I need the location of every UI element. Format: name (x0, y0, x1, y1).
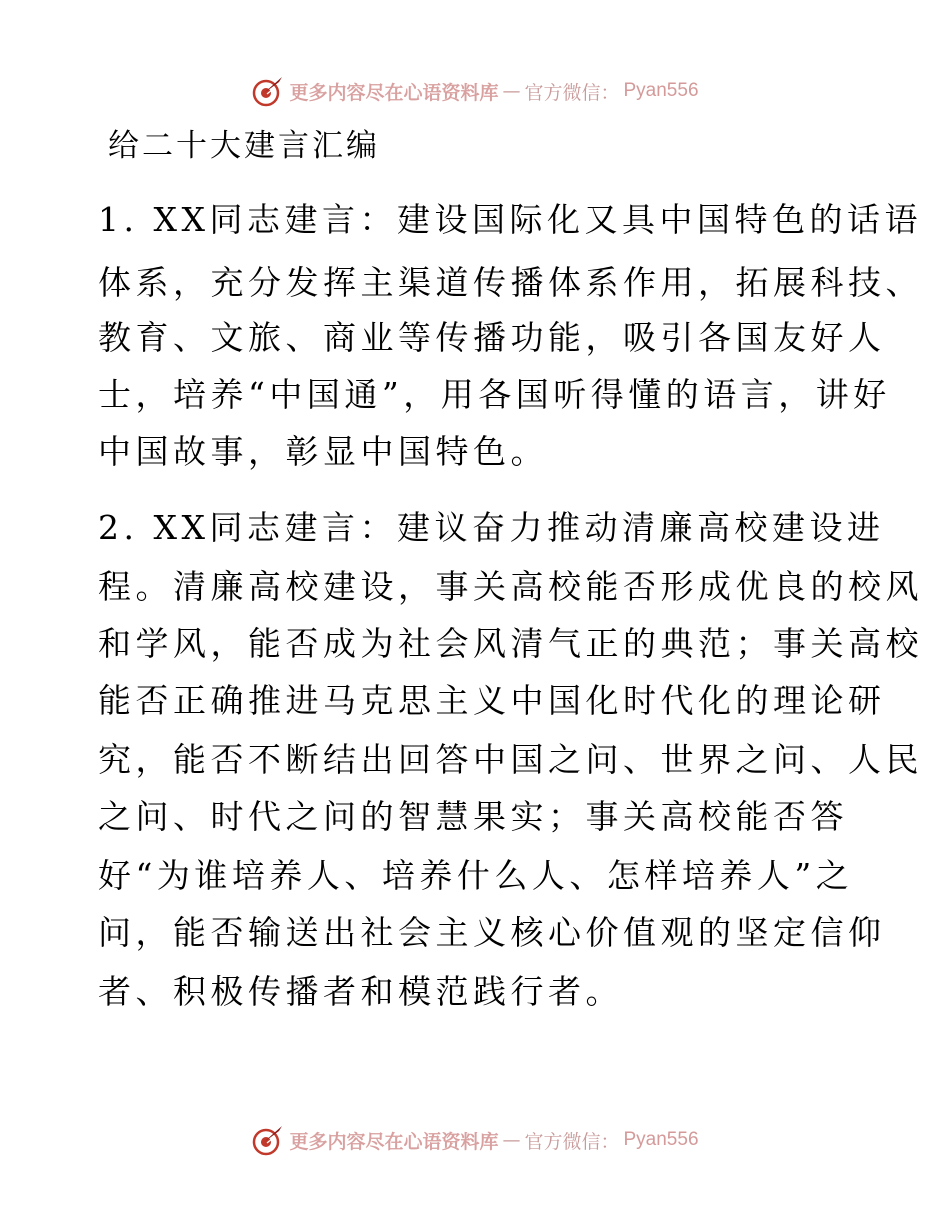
text-line: 1. XX同志建言：建设国际化又具中国特色的话语 (98, 200, 922, 239)
document-title: 给二十大建言汇编 (108, 128, 380, 164)
text-line: 中国故事，彰显中国特色。 (98, 432, 548, 471)
quill-seal-icon (251, 1123, 285, 1157)
footer-watermark (0, 1120, 950, 1160)
text-line: 能否正确推进马克思主义中国化时代化的理论研 (98, 681, 886, 720)
watermark-label: 官方微信： (524, 1130, 620, 1153)
text-line: 问，能否输送出社会主义核心价值观的坚定信仰 (98, 913, 886, 952)
text-line: 之问、时代之问的智慧果实；事关高校能否答 (98, 797, 848, 836)
text-line: 者、积极传播者和模范践行者。 (98, 972, 623, 1011)
header-watermark (0, 71, 950, 111)
watermark-wechat-id: Pyan556 (623, 80, 699, 101)
text-line: 体系，充分发挥主渠道传播体系作用，拓展科技、 (98, 263, 923, 302)
text-line: 究，能否不断结出回答中国之问、世界之问、人民 (98, 740, 923, 779)
text-line: 和学风，能否成为社会风清气正的典范；事关高校 (98, 624, 923, 663)
watermark-wechat-id: Pyan556 (623, 1129, 699, 1150)
text-line: 教育、文旅、商业等传播功能，吸引各国友好人 (98, 318, 886, 357)
text-line: 士，培养“中国通”，用各国听得懂的语言，讲好 (98, 375, 891, 414)
text-line: 好“为谁培养人、培养什么人、怎样培养人”之 (98, 856, 854, 895)
watermark-site-text: 更多内容尽在心语资料库 (289, 1130, 499, 1153)
watermark-separator: — (502, 80, 521, 102)
text-line: 程。清廉高校建设，事关高校能否形成优良的校风 (98, 567, 923, 606)
watermark-separator: — (502, 1129, 521, 1151)
watermark-site-text: 更多内容尽在心语资料库 (289, 81, 499, 104)
text-line: 2. XX同志建言：建议奋力推动清廉高校建设进 (98, 508, 885, 547)
quill-seal-icon (251, 74, 285, 108)
watermark-label: 官方微信： (524, 81, 620, 104)
